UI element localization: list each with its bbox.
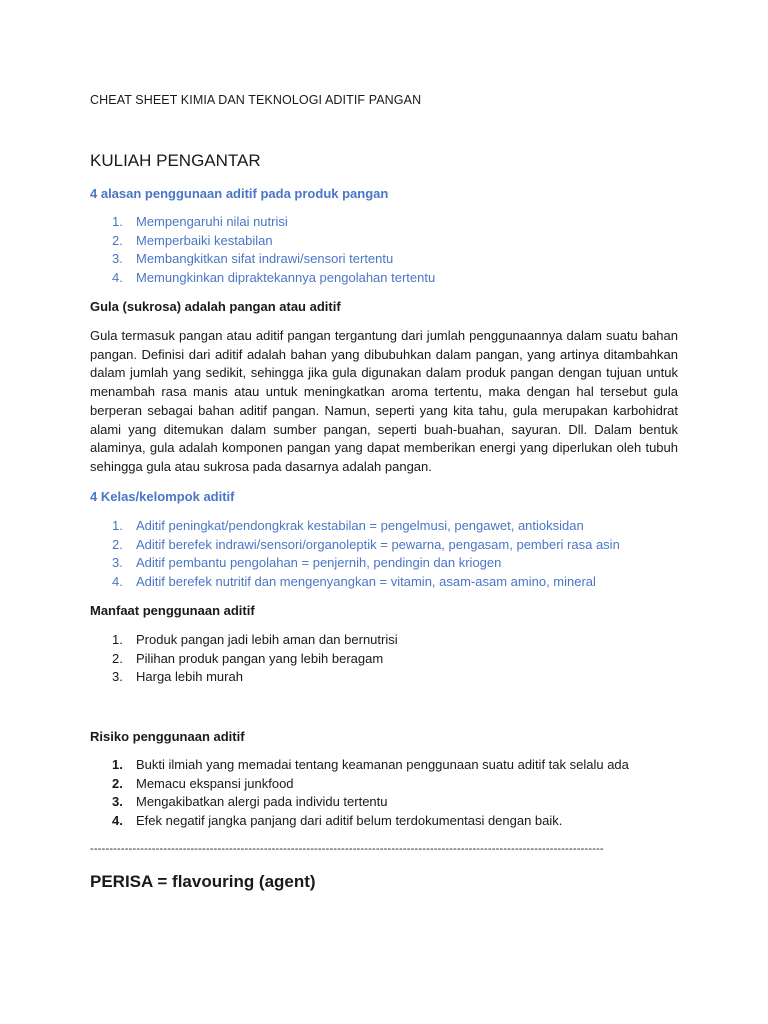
sugar-heading: Gula (sukrosa) adalah pangan atau aditif (90, 299, 341, 314)
list-item (90, 250, 435, 269)
risks-heading: Risiko penggunaan aditif (90, 729, 245, 744)
list-item (90, 213, 435, 232)
list-number: 3. (112, 251, 123, 267)
list-number: 3. (112, 669, 123, 685)
list-number: 1. (112, 757, 123, 772)
section-separator: ------------------------------------------------------------------------------------------------------------------------------------- (90, 843, 604, 855)
sugar-paragraph: Gula termasuk pangan atau aditif pangan tergantung dari jumlah penggunaannya dalam suatu bahan pangan. Definisi dari aditif adalah bahan yang dibubuhkan dalam pangan, yang artinya ditambahkan dalam jumlah yang sedikit, sehingga jika gula digunakan dalam produk pangan dengan tujuan untuk menambah rasa manis atau untuk meningkatkan aroma tertentu, maka dengan hal tersebut gula berperan sebagai bahan aditif pangan. Namun, seperti yang kita tahu, gula merupakan karbohidrat alami yang ditemukan dalam sumber pangan, seperti buah-buahan, sayuran. Dll. Dalam bentuk alaminya, gula adalah komponen pangan yang dapat memberikan energi yang diperlukan oleh tubuh sehingga gula atau sukrosa pada dasarnya adalah pangan. (90, 328, 678, 474)
list-item (90, 812, 629, 831)
list-item-text: Aditif pembantu pengolahan = penjernih, pendingin dan kriogen (136, 555, 502, 571)
list-number: 4. (112, 813, 123, 829)
list-item-text: Mempengaruhi nilai nutrisi (136, 214, 288, 229)
benefits-heading: Manfaat penggunaan aditif (90, 603, 255, 618)
list-item (90, 517, 620, 536)
list-item-text: Mengakibatkan alergi pada individu tertentu (136, 794, 388, 810)
section-heading-kuliah-pengantar: KULIAH PENGANTAR (90, 151, 261, 170)
list-item (90, 232, 435, 251)
section-heading-perisa: PERISA = flavouring (agent) (90, 872, 316, 891)
list-number: 3. (112, 794, 123, 810)
list-item (90, 554, 620, 573)
list-item (90, 756, 629, 775)
list-number: 1. (112, 632, 123, 647)
reasons-heading: 4 alasan penggunaan aditif pada produk pangan (90, 186, 389, 201)
list-item-text: Aditif berefek indrawi/sensori/organoleptik = pewarna, pengasam, pemberi rasa asin (136, 536, 620, 552)
list-item-text: Produk pangan jadi lebih aman dan bernutrisi (136, 632, 398, 647)
list-item-text: Aditif berefek nutritif dan mengenyangkan = vitamin, asam-asam amino, mineral (136, 574, 596, 590)
list-item (90, 668, 398, 687)
classes-list (90, 517, 620, 592)
list-item (90, 650, 398, 669)
list-item-text: Memacu ekspansi junkfood (136, 775, 294, 791)
list-item-text: Harga lebih murah (136, 669, 243, 685)
list-number: 2. (112, 650, 123, 666)
list-item (90, 573, 620, 592)
list-item (90, 793, 629, 812)
list-number: 4. (112, 574, 123, 590)
document-title: CHEAT SHEET KIMIA DAN TEKNOLOGI ADITIF PANGAN (90, 93, 422, 107)
list-item (90, 631, 398, 650)
list-item-text: Memungkinkan dipraktekannya pengolahan tertentu (136, 270, 436, 286)
risks-list (90, 756, 629, 831)
list-item (90, 536, 620, 555)
benefits-list (90, 631, 398, 687)
list-number: 1. (112, 518, 123, 533)
list-item-text: Memperbaiki kestabilan (136, 232, 273, 248)
list-item-text: Bukti ilmiah yang memadai tentang keamanan penggunaan suatu aditif tak selalu ada (136, 757, 629, 772)
list-item-text: Pilihan produk pangan yang lebih beragam (136, 650, 384, 666)
list-number: 2. (112, 232, 123, 248)
list-number: 2. (112, 536, 123, 552)
list-item-text: Efek negatif jangka panjang dari aditif belum terdokumentasi dengan baik. (136, 813, 563, 829)
list-item-text: Aditif peningkat/pendongkrak kestabilan = pengelmusi, pengawet, antioksidan (136, 518, 584, 533)
reasons-list (90, 213, 435, 288)
list-item (90, 269, 435, 288)
list-item-text: Membangkitkan sifat indrawi/sensori tertentu (136, 251, 394, 267)
list-number: 1. (112, 214, 123, 229)
list-item (90, 775, 629, 794)
list-number: 3. (112, 555, 123, 571)
list-number: 2. (112, 775, 123, 791)
classes-heading: 4 Kelas/kelompok aditif (90, 489, 235, 504)
list-number: 4. (112, 270, 123, 286)
